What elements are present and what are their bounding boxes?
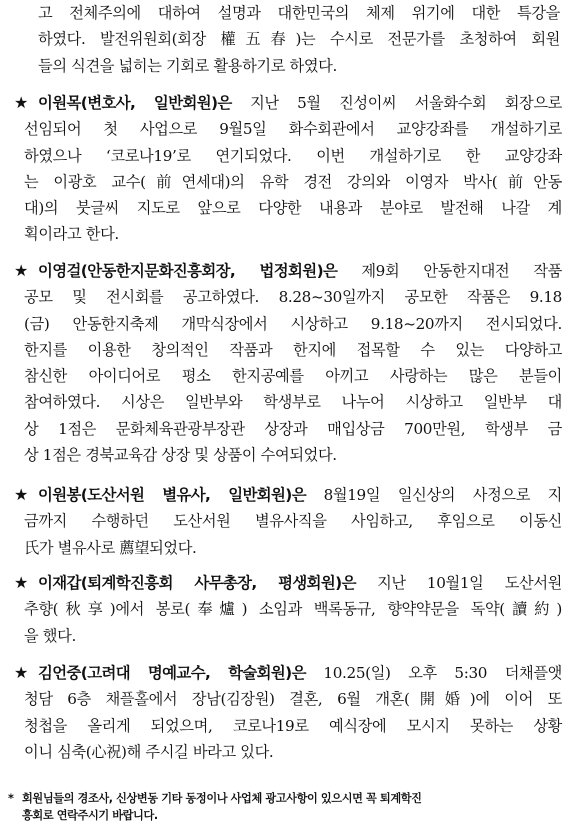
entry-line: 는 이광호 교수(前연세대)의 유학 경전 강의와 이영자 박사(前안동 bbox=[24, 172, 562, 191]
entry-line: 참여하였다. 시상은 일반부와 학생부로 나누어 시상하고 일반부 대 bbox=[24, 393, 562, 412]
entry-line: 참신한 아이디어로 평소 한지공예를 아끼고 사랑하는 많은 분들이 bbox=[24, 367, 562, 386]
entry-line: 대)의 붓글씨 지도로 앞으로 다양한 내용과 분야로 발전해 나갈 계 bbox=[24, 199, 562, 218]
entry-first-line bbox=[38, 482, 562, 508]
entry-text: 제9회 안동한지대전 작품 bbox=[337, 262, 562, 280]
entry-line: 획이라고 한다. bbox=[24, 225, 119, 244]
entry-first-line bbox=[38, 570, 562, 596]
intro-line: 고 전체주의에 대하여 설명과 대한민국의 체제 위기에 대한 특강을 bbox=[38, 4, 560, 22]
entry-line: 금까지 수행하던 도산서원 별유사직을 사임하고, 후임으로 이동신 bbox=[24, 512, 562, 531]
footnote-line: 회원님들의 경조사, 신상변동 기타 동정이나 사업체 광고사항이 있으시면 꼭 퇴계학진 bbox=[22, 792, 422, 805]
entry-text: 10.25(일) 오후 5:30 더채플앳 bbox=[305, 664, 562, 682]
star-bullet-icon: ★ bbox=[14, 485, 28, 504]
entry-text: 지난 5월 진성이씨 서울화수회 회장으로 bbox=[231, 94, 562, 112]
entry-text: 8월19일 일신상의 사정으로 지 bbox=[305, 486, 562, 504]
member-name: 김언중(고려대 명예교수, 학술회원)은 bbox=[38, 664, 306, 682]
footnote-line: 흥회로 연락주시기 바랍니다. bbox=[22, 809, 158, 822]
entry-line: 상 1점은 문화체육관광부장관 상장과 매입상금 700만원, 학생부 금 bbox=[24, 419, 562, 438]
member-name: 이원봉(도산서원 별유사, 일반회원)은 bbox=[38, 486, 306, 504]
intro-line: 하였다. 발전위원회(회장 權五春)는 수시로 전문가를 초청하여 회원 bbox=[38, 30, 560, 49]
footnote-asterisk: * bbox=[8, 792, 14, 805]
member-news-entry bbox=[14, 482, 562, 561]
intro-paragraph bbox=[38, 0, 560, 79]
member-news-entry bbox=[14, 570, 562, 649]
entry-text: 지난 10월1일 도산서원 bbox=[355, 574, 562, 592]
entry-line: 상 1점은 경북교육감 상장 및 상품이 수여되었다. bbox=[24, 446, 337, 465]
footnote bbox=[8, 790, 564, 824]
member-name: 이원목(변호사, 일반회원)은 bbox=[38, 94, 232, 112]
entry-line: (금) 안동한지축제 개막식장에서 시상하고 9.18~20까지 전시되었다. bbox=[24, 314, 562, 333]
entry-line: 추향(秋享)에서 봉로(奉爐) 소임과 백록동규, 향약약문을 독약(讀約) bbox=[24, 600, 562, 619]
member-news-entry bbox=[14, 660, 562, 765]
member-name: 이재갑(퇴계학진흥회 사무총장, 평생회원)은 bbox=[38, 574, 356, 592]
entry-line: 한지를 이용한 창의적인 작품과 한지에 접목할 수 있는 다양하고 bbox=[24, 340, 562, 359]
member-news-entry bbox=[14, 258, 562, 468]
entry-line: 氏가 별유사로 薦望되었다. bbox=[24, 538, 197, 557]
entry-line: 하였으나 ‘코로나19’로 연기되었다. 이번 개설하기로 한 교양강좌 bbox=[24, 146, 562, 165]
entry-line: 이니 심축(心祝)해 주시길 바라고 있다. bbox=[24, 742, 274, 761]
entry-line: 청담 6층 채플홀에서 장남(김장원) 결혼, 6월 개혼(開婚)에 이어 또 bbox=[24, 690, 562, 709]
member-news-entry bbox=[14, 90, 562, 248]
entry-first-line bbox=[38, 258, 562, 284]
star-bullet-icon: ★ bbox=[14, 573, 28, 592]
star-bullet-icon: ★ bbox=[14, 93, 28, 112]
intro-line: 들의 식견을 넓히는 기회로 활용하기로 하였다. bbox=[38, 56, 337, 75]
entry-line: 공모 및 전시회를 공고하였다. 8.28~30일까지 공모한 작품은 9.18 bbox=[24, 288, 562, 307]
entry-line: 선임되어 첫 사업으로 9월5일 화수회관에서 교양강좌를 개설하기로 bbox=[24, 120, 562, 139]
entry-line: 을 했다. bbox=[24, 626, 76, 645]
entry-line: 청첩을 올리게 되었으며, 코로나19로 예식장에 모시지 못하는 상황 bbox=[24, 716, 562, 735]
entry-first-line bbox=[38, 90, 562, 116]
member-name: 이영걸(안동한지문화진흥회장, 법정회원)은 bbox=[38, 262, 338, 280]
star-bullet-icon: ★ bbox=[14, 663, 28, 682]
entry-first-line bbox=[38, 660, 562, 686]
star-bullet-icon: ★ bbox=[14, 261, 28, 280]
